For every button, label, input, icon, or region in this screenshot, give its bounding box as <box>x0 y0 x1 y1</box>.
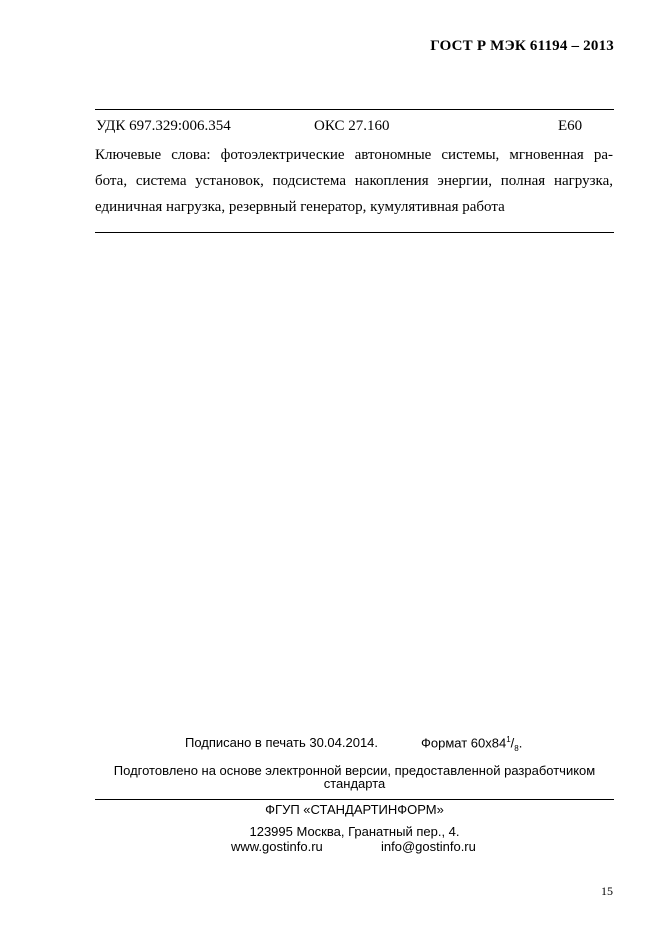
prepared-note-line-2: стандарта <box>323 776 386 791</box>
imprint-rule <box>95 799 614 800</box>
keywords-line-2: бота, система установок, подсистема накопления энергии, полная нагрузка, <box>95 173 613 189</box>
classification-code: Е60 <box>558 118 583 134</box>
paper-format-label: Формат 60x84 <box>421 735 507 751</box>
keywords-line-1: Ключевые слова: фотоэлектрические автономные системы, мгновенная ра- <box>95 147 613 163</box>
paper-format-numerator: 1 <box>506 735 511 744</box>
paper-format-denominator: 8 <box>514 743 519 753</box>
keywords-line-3: единичная нагрузка, резервный генератор, кумулятивная работа <box>95 199 505 215</box>
paper-format: Формат $60x84^1/_8$. <box>421 735 523 753</box>
standard-code: ГОСТ Р МЭК 61194 – 2013 <box>430 38 614 54</box>
publisher-website[interactable]: www.gostinfo.ru <box>231 839 323 854</box>
prepared-note-line-1: Подготовлено на основе электронной версии, предоставленной разработчиком <box>113 763 596 778</box>
udk-code: УДК 697.329:006.354 <box>96 118 231 134</box>
top-rule <box>95 109 614 110</box>
publisher-email[interactable]: info@gostinfo.ru <box>381 839 476 854</box>
keywords-block <box>95 142 613 220</box>
page-number: 15 <box>601 884 613 898</box>
paper-format-end: . <box>518 735 523 751</box>
oks-code: ОКС 27.160 <box>314 118 390 134</box>
publisher-address: 123995 Москва, Гранатный пер., 4. <box>249 824 460 839</box>
bottom-rule <box>95 232 614 233</box>
publisher-name: ФГУП «СТАНДАРТИНФОРМ» <box>265 802 444 817</box>
prepared-note <box>95 764 614 790</box>
signed-date: Подписано в печать 30.04.2014. <box>185 735 379 750</box>
